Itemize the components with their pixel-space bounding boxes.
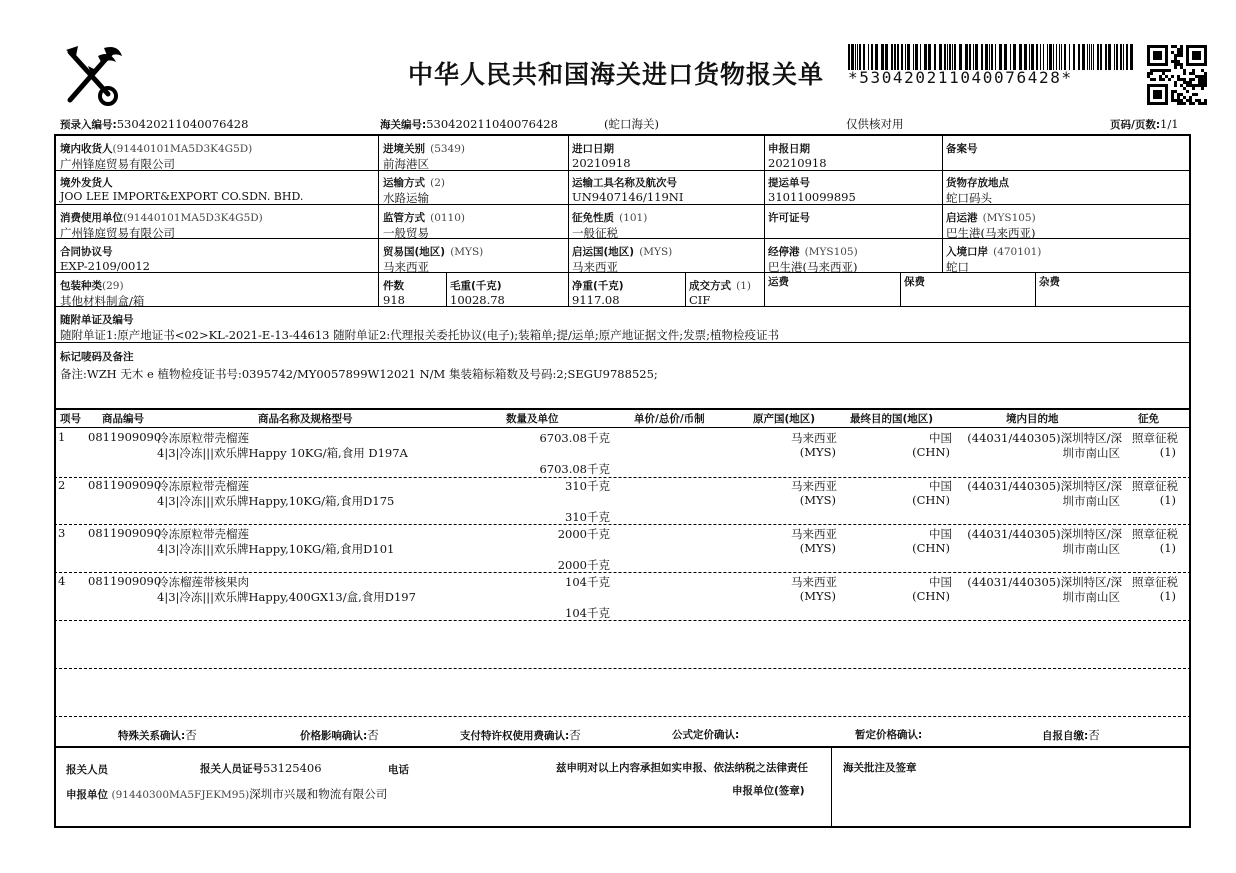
marks-cell	[60, 345, 658, 382]
origin-country-label: 启运国(地区)	[572, 246, 635, 258]
special-label: 特殊关系确认:	[118, 730, 186, 742]
goods-code: 0811909090	[88, 574, 162, 588]
goods-header-domestic: 境内目的地	[1006, 413, 1059, 425]
formula-label: 公式定价确认:	[672, 729, 740, 741]
package-label: 包装种类	[60, 280, 102, 292]
origin-country-value: 马来西亚	[572, 260, 618, 274]
declaring-unit	[66, 786, 387, 802]
vessel-value: UN9407146/119NI	[572, 190, 684, 204]
gross-value: 10028.78	[450, 293, 505, 307]
self-value: 否	[1088, 728, 1100, 742]
royalty-confirm	[460, 727, 581, 743]
goods-levy2: (1)	[1159, 541, 1176, 555]
page-value: 1/1	[1160, 117, 1179, 131]
declare-date-value: 20210918	[768, 156, 827, 170]
contract-cell	[60, 240, 150, 273]
goods-domestic1: (44031/440305)深圳特区/深	[967, 527, 1122, 541]
net-weight-cell	[572, 274, 624, 307]
goods-header-levy: 征免	[1138, 413, 1159, 425]
license-label: 许可证号	[768, 212, 810, 224]
goods-qty1: 2000千克	[557, 527, 610, 541]
goods-domestic2: 圳市南山区	[1062, 542, 1120, 556]
goods-no: 2	[58, 478, 66, 492]
record-no-label: 备案号	[946, 143, 978, 155]
qr-code-icon	[1147, 45, 1207, 105]
customs-office: (蛇口海关)	[604, 117, 659, 131]
supervision-label: 监管方式	[383, 212, 425, 224]
contract-label: 合同协议号	[60, 246, 113, 258]
goods-dest-code: (CHN)	[912, 493, 950, 507]
origin-country-code: (MYS)	[639, 246, 673, 258]
goods-qty1: 310千克	[565, 479, 610, 493]
goods-qty2: 104千克	[565, 606, 610, 620]
deal-value: CIF	[689, 293, 711, 307]
transit-port-value: 巴生港(马来西亚)	[768, 260, 858, 274]
deal-code: (1)	[736, 280, 751, 292]
trade-country-cell	[383, 240, 483, 275]
goods-qty2: 6703.08千克	[539, 462, 610, 476]
customs-no-value: 530420211040076428	[426, 117, 558, 131]
goods-qty2: 2000千克	[557, 558, 610, 572]
goods-dest: 中国	[929, 479, 952, 493]
consumer-code: (91440101MA5D3K4G5D)	[123, 212, 263, 224]
page-label: 页码/页数:	[1110, 119, 1161, 131]
page-number	[1110, 117, 1179, 132]
goods-domestic2: 圳市南山区	[1062, 494, 1120, 508]
goods-levy1: 照章征税	[1132, 479, 1178, 493]
consignee-value: 广州锋庭贸易有限公司	[60, 157, 175, 171]
net-label: 净重(千克)	[572, 280, 624, 292]
pre-entry-no	[60, 117, 248, 132]
origin-country-cell	[572, 240, 672, 275]
dep-port-cell	[946, 206, 1036, 241]
goods-domestic1: (44031/440305)深圳特区/深	[967, 575, 1122, 589]
goods-levy2: (1)	[1159, 445, 1176, 459]
goods-name: 冷冻原粒带壳榴莲	[157, 527, 249, 541]
goods-dest-code: (CHN)	[912, 541, 950, 555]
consumer-label: 消费使用单位	[60, 212, 123, 224]
goods-domestic2: 圳市南山区	[1062, 590, 1120, 604]
misc-label: 杂费	[1039, 276, 1060, 288]
supervision-code: (0110)	[430, 212, 466, 224]
price-effect-confirm	[300, 727, 379, 743]
goods-header-no: 项号	[60, 413, 81, 425]
license-cell	[768, 206, 810, 225]
entry-port-label: 入境口岸	[946, 246, 988, 258]
freight-label: 运费	[768, 276, 789, 288]
goods-qty1: 104千克	[565, 575, 610, 589]
trade-country-value: 马来西亚	[383, 260, 429, 274]
royalty-value: 否	[569, 728, 581, 742]
formula-price-confirm	[672, 727, 739, 742]
goods-levy2: (1)	[1159, 589, 1176, 603]
shipper-value: JOO LEE IMPORT&EXPORT CO.SDN. BHD.	[60, 190, 304, 203]
import-date-value: 20210918	[572, 156, 631, 170]
storage-cell	[946, 171, 1009, 206]
entry-office-code: (5349)	[430, 143, 466, 155]
goods-header-qty: 数量及单位	[506, 413, 559, 425]
unit-value: 深圳市兴晟和物流有限公司	[249, 787, 388, 801]
goods-name: 冷冻原粒带壳榴莲	[157, 479, 249, 493]
goods-dest: 中国	[929, 575, 952, 589]
declare-date-label: 申报日期	[768, 143, 810, 155]
goods-dest: 中国	[929, 527, 952, 541]
transport-mode-label: 运输方式	[383, 177, 425, 189]
shipper-label: 境外发货人	[60, 177, 113, 189]
goods-origin-code: (MYS)	[799, 445, 836, 459]
entry-office-cell	[383, 137, 465, 172]
barcode-text: *530420211040076428*	[848, 68, 1073, 87]
price-label: 价格影响确认:	[300, 730, 368, 742]
supervision-cell	[383, 206, 465, 241]
goods-header-dest: 最终目的国(地区)	[850, 413, 934, 425]
levy-code: (101)	[619, 212, 648, 224]
phone-label: 电话	[388, 764, 409, 776]
goods-qty1: 6703.08千克	[539, 431, 610, 445]
customs-no-label: 海关编号:	[380, 119, 427, 131]
dep-port-value: 巴生港(马来西亚)	[946, 226, 1036, 240]
declare-date-cell	[768, 137, 827, 170]
provisional-price-confirm	[855, 727, 922, 742]
supervision-value: 一般贸易	[383, 226, 429, 240]
entry-port-cell	[946, 240, 1041, 275]
form-title: 中华人民共和国海关进口货物报关单	[408, 60, 825, 89]
goods-levy1: 照章征税	[1132, 527, 1178, 541]
special-value: 否	[185, 728, 197, 742]
royalty-label: 支付特许权使用费确认:	[460, 730, 570, 742]
goods-spec: 4|3|冷冻|||欢乐牌Happy 10KG/箱,食用 D197A	[157, 446, 408, 460]
transport-mode-code: (2)	[430, 177, 445, 189]
goods-spec: 4|3|冷冻|||欢乐牌Happy,10KG/箱,食用D101	[157, 542, 395, 556]
self-declare-confirm	[1042, 727, 1100, 743]
storage-label: 货物存放地点	[946, 177, 1009, 189]
goods-qty2: 310千克	[565, 510, 610, 524]
price-value: 否	[367, 728, 379, 742]
goods-dest: 中国	[929, 431, 952, 445]
customs-emblem-icon	[58, 42, 126, 108]
levy-value: 一般征税	[572, 226, 618, 240]
bl-label: 提运单号	[768, 177, 810, 189]
transit-port-cell	[768, 240, 858, 275]
pre-entry-value: 530420211040076428	[116, 117, 249, 131]
goods-origin: 马来西亚	[791, 479, 837, 493]
goods-domestic1: (44031/440305)深圳特区/深	[967, 479, 1122, 493]
entry-port-code: (470101)	[993, 246, 1042, 258]
verify-only-note: 仅供核对用	[846, 117, 904, 131]
marks-label: 标记唛码及备注	[60, 351, 134, 363]
gross-label: 毛重(千克)	[450, 280, 502, 292]
marks-value: 备注:WZH 无木 e 植物检疫证书号:0395742/MY0057899W12021 N/M 集装箱标箱数及号码:2;SEGU9788525;	[60, 367, 658, 381]
legal-statement: 兹申明对以上内容承担如实申报、依法纳税之法律责任	[556, 762, 808, 774]
goods-header-price: 单价/总价/币制	[634, 413, 705, 425]
unit-code: (91440300MA5FJEKM95)	[111, 789, 250, 801]
deal-cell	[689, 274, 751, 307]
pieces-cell	[383, 274, 405, 307]
entry-office-label: 进境关别	[383, 143, 425, 155]
goods-header-name: 商品名称及规格型号	[258, 413, 353, 425]
declarant-id	[200, 761, 322, 776]
goods-origin-code: (MYS)	[799, 589, 836, 603]
levy-label: 征免性质	[572, 212, 614, 224]
import-date-label: 进口日期	[572, 143, 614, 155]
goods-no: 3	[58, 526, 66, 540]
declarant-id-label: 报关人员证号	[200, 763, 263, 775]
transit-port-label: 经停港	[768, 246, 800, 258]
package-cell	[60, 274, 144, 309]
docs-value: 随附单证1:原产地证书<02>KL-2021-E-13-44613 随附单证2:代理报关委托协议(电子);装箱单;提/运单;原产地证据文件;发票;植物检疫证书	[60, 328, 780, 342]
pieces-label: 件数	[383, 280, 404, 292]
goods-name: 冷冻原粒带壳榴莲	[157, 431, 249, 445]
import-date-cell	[572, 137, 631, 170]
goods-origin: 马来西亚	[791, 431, 837, 445]
transport-mode-value: 水路运输	[383, 191, 429, 205]
goods-spec: 4|3|冷冻|||欢乐牌Happy,400GX13/盒,食用D197	[157, 590, 416, 604]
bl-value: 310110099895	[768, 190, 856, 204]
goods-domestic1: (44031/440305)深圳特区/深	[967, 431, 1122, 445]
goods-header-origin: 原产国(地区)	[753, 413, 816, 425]
customs-no	[380, 117, 558, 132]
unit-seal-label: 申报单位(签章)	[732, 785, 805, 797]
goods-levy2: (1)	[1159, 493, 1176, 507]
customs-approval-label: 海关批注及签章	[843, 762, 917, 774]
goods-no: 4	[58, 574, 66, 588]
vessel-label: 运输工具名称及航次号	[572, 177, 677, 189]
declarant-id-value: 53125406	[263, 761, 322, 775]
contract-value: EXP-2109/0012	[60, 259, 150, 273]
gross-weight-cell	[450, 274, 505, 307]
provisional-label: 暂定价格确认:	[855, 729, 923, 741]
consumer-value: 广州锋庭贸易有限公司	[60, 226, 175, 240]
bl-cell	[768, 171, 856, 204]
declarant-label: 报关人员	[66, 764, 108, 776]
deal-label: 成交方式	[689, 280, 731, 292]
goods-no: 1	[58, 430, 66, 444]
consumer-cell	[60, 206, 263, 241]
goods-header-code: 商品编号	[102, 413, 144, 425]
consignee-cell	[60, 137, 252, 172]
special-relation-confirm	[118, 727, 197, 743]
docs-cell	[60, 308, 779, 343]
goods-spec: 4|3|冷冻|||欢乐牌Happy,10KG/箱,食用D175	[157, 494, 395, 508]
goods-code: 0811909090	[88, 430, 162, 444]
package-code: (29)	[102, 280, 124, 292]
pieces-value: 918	[383, 293, 405, 307]
package-value: 其他材料制盒/箱	[60, 294, 145, 308]
record-no-cell	[946, 137, 978, 156]
docs-label: 随附单证及编号	[60, 314, 134, 326]
net-value: 9117.08	[572, 293, 620, 307]
unit-label: 申报单位	[66, 789, 108, 801]
goods-origin: 马来西亚	[791, 527, 837, 541]
barcode-icon	[848, 44, 1134, 70]
entry-port-value: 蛇口	[946, 260, 969, 274]
goods-code: 0811909090	[88, 526, 162, 540]
goods-code: 0811909090	[88, 478, 162, 492]
trade-country-code: (MYS)	[450, 246, 484, 258]
pre-entry-label: 预录入编号:	[60, 119, 117, 131]
goods-domestic2: 圳市南山区	[1062, 446, 1120, 460]
goods-dest-code: (CHN)	[912, 445, 950, 459]
goods-origin: 马来西亚	[791, 575, 837, 589]
consignee-code: (91440101MA5D3K4G5D)	[112, 143, 253, 155]
transit-port-code: (MYS105)	[804, 246, 858, 258]
goods-origin-code: (MYS)	[799, 493, 836, 507]
dep-port-code: (MYS105)	[982, 212, 1036, 224]
goods-origin-code: (MYS)	[799, 541, 836, 555]
goods-name: 冷冻榴莲带核果肉	[157, 575, 249, 589]
storage-value: 蛇口码头	[946, 191, 992, 205]
consignee-label: 境内收货人	[60, 143, 113, 155]
entry-office-value: 前海港区	[383, 157, 429, 171]
vessel-cell	[572, 171, 683, 204]
transport-mode-cell	[383, 171, 445, 206]
goods-levy1: 照章征税	[1132, 575, 1178, 589]
insurance-label: 保费	[904, 276, 925, 288]
self-label: 自报自缴:	[1042, 730, 1089, 742]
levy-cell	[572, 206, 647, 241]
dep-port-label: 启运港	[946, 212, 978, 224]
shipper-cell	[60, 171, 303, 203]
trade-country-label: 贸易国(地区)	[383, 246, 446, 258]
goods-dest-code: (CHN)	[912, 589, 950, 603]
goods-levy1: 照章征税	[1132, 431, 1178, 445]
